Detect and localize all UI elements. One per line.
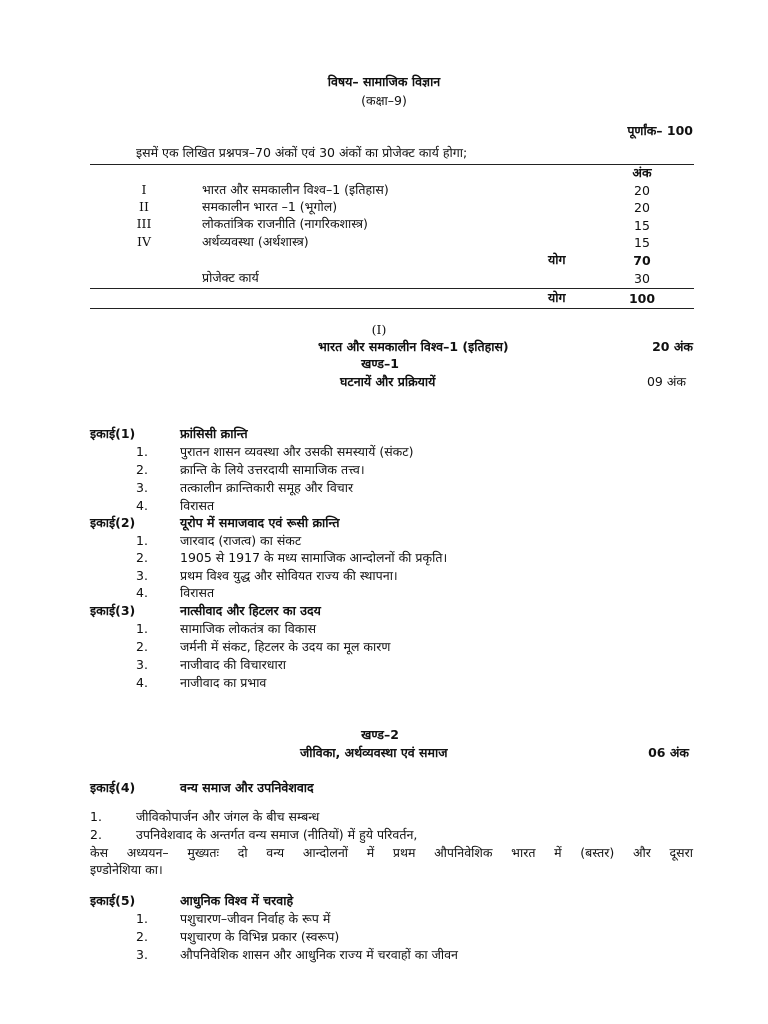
subtotal-label: योग	[548, 252, 566, 267]
subject-title: विषय– सामाजिक विज्ञान	[327, 74, 441, 89]
list-number: 2.	[136, 462, 148, 477]
part-heading: खण्ड–1	[361, 356, 399, 371]
list-item: पशुचारण के विभिन्न प्रकार (स्वरूप)	[180, 929, 340, 944]
list-number: 3.	[136, 568, 148, 583]
list-item: 1905 से 1917 के मध्य सामाजिक आन्दोलनों की प्रकृति।	[180, 550, 448, 565]
part-heading: खण्ड–2	[361, 727, 399, 742]
unit-title: वन्य समाज और उपनिवेशवाद	[180, 780, 314, 795]
table-total-rule	[90, 288, 694, 289]
unit-title: यूरोप में समाजवाद एवं रूसी क्रान्ति	[180, 515, 340, 530]
list-item: विरासत	[180, 585, 215, 600]
part-title: घटनायें और प्रक्रियायें	[340, 374, 436, 389]
list-number: 1.	[90, 809, 102, 824]
list-item: क्रान्ति के लिये उत्तरदायी सामाजिक तत्त्व।	[180, 462, 365, 477]
total-label: योग	[548, 290, 566, 305]
list-item: नाजीवाद की विचारधारा	[180, 657, 287, 672]
list-item: जर्मनी में संकट, हिटलर के उदय का मूल कारण	[180, 639, 391, 654]
list-number: 4.	[136, 498, 148, 513]
row-number: II	[139, 199, 149, 214]
row-title: अर्थव्यवस्था (अर्थशास्त्र)	[202, 234, 309, 249]
list-number: 2.	[136, 929, 148, 944]
unit-label: इकाई(4)	[90, 780, 136, 795]
row-title: समकालीन भारत –1 (भूगोल)	[202, 199, 338, 214]
list-number: 4.	[136, 675, 148, 690]
list-item: पुरातन शासन व्यवस्था और उसकी समस्यायें (संकट)	[180, 444, 414, 459]
section-title: भारत और समकालीन विश्व–1 (इतिहास)	[318, 339, 509, 354]
row-title: लोकतांत्रिक राजनीति (नागरिकशास्त्र)	[202, 216, 368, 231]
table-bottom-rule	[90, 308, 694, 309]
row-title: भारत और समकालीन विश्व–1 (इतिहास)	[202, 182, 389, 197]
part-title: जीविका, अर्थव्यवस्था एवं समाज	[300, 745, 448, 760]
project-label: प्रोजेक्ट कार्य	[202, 270, 259, 285]
list-number: 1.	[136, 621, 148, 636]
row-marks: 15	[634, 218, 650, 233]
list-item: तत्कालीन क्रान्तिकारी समूह और विचार	[180, 480, 354, 495]
row-marks: 15	[634, 235, 650, 250]
row-number: I	[141, 182, 147, 197]
total-value: 100	[628, 291, 656, 306]
section-marks: 20 अंक	[652, 339, 693, 354]
list-item: सामाजिक लोकतंत्र का विकास	[180, 621, 317, 636]
unit-title: फ्रांसिसी क्रान्ति	[180, 426, 248, 441]
list-item: उपनिवेशवाद के अन्तर्गत वन्य समाज (नीतियों) में हुये परिवर्तन,	[136, 827, 418, 842]
row-number: IV	[137, 234, 151, 249]
table-top-rule	[90, 164, 694, 165]
unit-title: आधुनिक विश्व में चरवाहे	[180, 893, 294, 908]
row-number: III	[136, 216, 152, 231]
list-number: 3.	[136, 947, 148, 962]
part-marks: 09 अंक	[646, 374, 686, 389]
list-number: 4.	[136, 585, 148, 600]
list-number: 3.	[136, 657, 148, 672]
unit-label: इकाई(2)	[90, 515, 136, 530]
case-study-text: केस अध्ययन– मुख्यतः दो वन्य आन्दोलनों में प्रथम औपनिवेशिक भारत में (बस्तर) और दूसरा	[90, 845, 693, 860]
row-marks: 20	[634, 200, 650, 215]
list-number: 1.	[136, 533, 148, 548]
list-number: 1.	[136, 911, 148, 926]
total-marks: पूर्णांक– 100	[627, 123, 693, 138]
list-number: 3.	[136, 480, 148, 495]
unit-label: इकाई(5)	[90, 893, 136, 908]
list-number: 2.	[136, 639, 148, 654]
list-item: जीविकोपार्जन और जंगल के बीच सम्बन्ध	[136, 809, 320, 824]
marks-col-header: अंक	[632, 165, 652, 180]
list-item: पशुचारण–जीवन निर्वाह के रूप में	[180, 911, 331, 926]
list-item: विरासत	[180, 498, 215, 513]
part-marks: 06 अंक	[648, 745, 689, 760]
unit-label: इकाई(3)	[90, 603, 136, 618]
class-title: (कक्षा–9)	[361, 93, 407, 108]
list-number: 2.	[90, 827, 102, 842]
project-value: 30	[634, 271, 650, 286]
unit-title: नात्सीवाद और हिटलर का उदय	[180, 603, 321, 618]
list-number: 2.	[136, 550, 148, 565]
subtotal-value: 70	[633, 253, 651, 268]
list-item: औपनिवेशिक शासन और आधुनिक राज्य में चरवाहों का जीवन	[180, 947, 458, 962]
intro-text: इसमें एक लिखित प्रश्नपत्र–70 अंकों एवं 30 अंकों का प्रोजेक्ट कार्य होगा;	[136, 145, 468, 160]
section-roman: (I)	[371, 322, 387, 337]
unit-label: इकाई(1)	[90, 426, 136, 441]
list-number: 1.	[136, 444, 148, 459]
list-item: प्रथम विश्व युद्ध और सोवियत राज्य की स्थापना।	[180, 568, 398, 583]
list-item: नाजीवाद का प्रभाव	[180, 675, 267, 690]
list-item: जारवाद (राजत्व) का संकट	[180, 533, 302, 548]
row-marks: 20	[634, 183, 650, 198]
case-study-text-cont: इण्डोनेशिया का।	[90, 862, 163, 877]
